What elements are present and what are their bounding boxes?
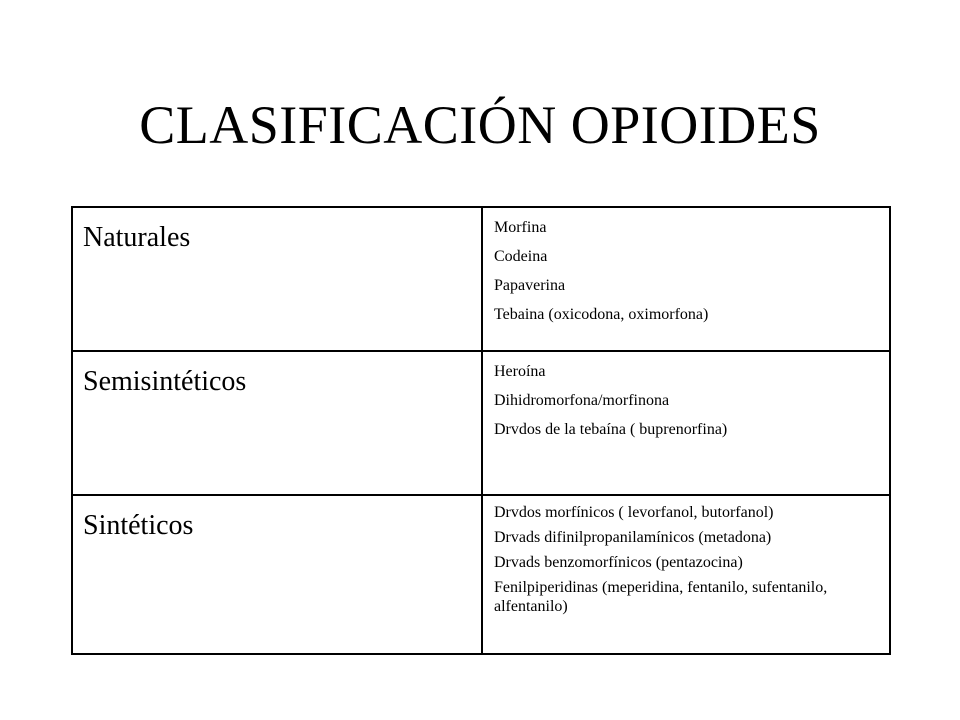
items-cell xyxy=(482,495,890,654)
category-label: Naturales xyxy=(72,207,482,351)
table-row-sinteticos xyxy=(72,495,890,654)
slide-title: CLASIFICACIÓN OPIOIDES xyxy=(139,95,821,155)
items-cell xyxy=(482,351,890,495)
list-item: Drvads benzomorfínicos (pentazocina) xyxy=(494,554,743,571)
list-item: Tebaina (oxicodona, oximorfona) xyxy=(494,306,709,323)
item-list xyxy=(494,362,889,439)
list-item: Drvdos morfínicos ( levorfanol, butorfanol) xyxy=(494,504,774,521)
table-row-naturales xyxy=(72,207,890,351)
items-cell xyxy=(482,207,890,351)
list-item: Codeina xyxy=(494,248,548,265)
list-item: Dihidromorfona/morfinona xyxy=(494,392,670,409)
list-item: Heroína xyxy=(494,363,546,380)
list-item: Fenilpiperidinas (meperidina, fentanilo, sufentanilo, alfentanilo) xyxy=(494,579,828,615)
item-list xyxy=(494,503,889,616)
list-item: Drvads difinilpropanilamínicos (metadona) xyxy=(494,529,772,546)
category-label: Semisintéticos xyxy=(72,351,482,495)
classification-table xyxy=(71,206,891,655)
category-label: Sintéticos xyxy=(72,495,482,654)
list-item: Morfina xyxy=(494,219,547,236)
list-item: Papaverina xyxy=(494,277,566,294)
table-row-semisinteticos xyxy=(72,351,890,495)
list-item: Drvdos de la tebaína ( buprenorfina) xyxy=(494,421,728,438)
item-list xyxy=(494,218,889,324)
